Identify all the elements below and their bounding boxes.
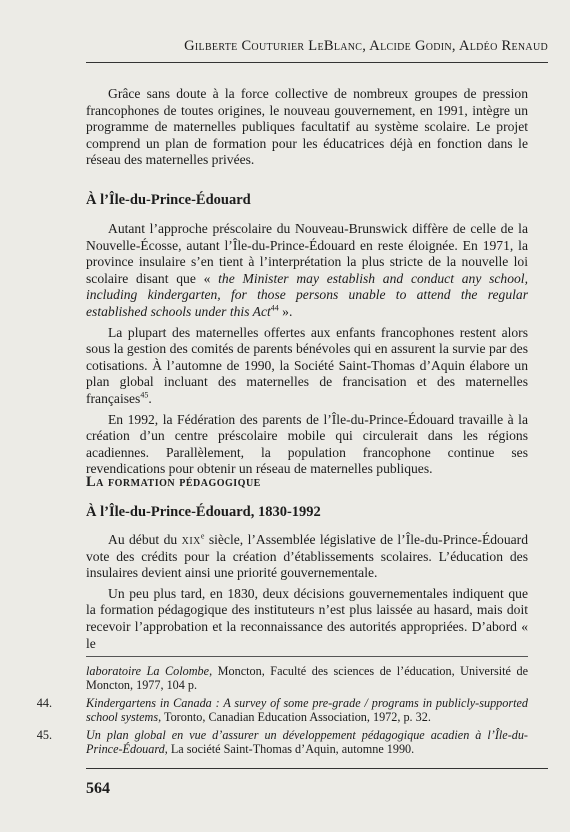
century-numeral: xix — [181, 532, 201, 547]
subsection-title: À l’Île-du-Prince-Édouard, 1830-1992 — [86, 504, 321, 520]
intro-block — [86, 86, 528, 173]
century-suffix: e — [200, 531, 205, 541]
s2p1-rest: siècle, l’Assemblée législative de l’Île-du-Prince-Édouard vote des crédits pour la création d’établissements scolaires. L’éducation des insulaires devient ainsi une priorité gouvernementale. — [86, 532, 528, 581]
section2-paragraph-2: Un peu plus tard, en 1830, deux décisions gouvernementales indiquent que la formation pédagogique des instituteurs n’est plus laissée au hasard, mais doit recevoir l’approbation et la reconnaissance des autorités appropriées. D’abord « le — [86, 585, 528, 651]
fn-cont-text: , Moncton, Faculté des sciences de l’éducation, Université de Moncton, 1977, 104 p. — [86, 664, 529, 692]
footnote-ref-45[interactable]: 45 — [140, 390, 149, 400]
footnote-rule — [86, 656, 528, 657]
header-rule — [86, 62, 548, 63]
p2-text: La plupart des maternelles offertes aux enfants francophones restent alors sous la gestion des comités de parents bénévoles qui en assurent la survie par des cotisations. À l’automne de 1990, la Société Saint-Thomas d’Aquin élabore un plan global incluant des maternelles de francisation et des maternelles françaises — [86, 324, 528, 406]
s2p1-start: Au début du — [108, 532, 182, 547]
footnote-ref-44[interactable]: 44 — [270, 303, 279, 313]
page-number: 564 — [86, 780, 110, 797]
fn44-text: , Toronto, Canadian Education Association, 1972, p. 32. — [158, 710, 431, 724]
footnote-continuation — [86, 664, 528, 692]
fn45-number: 45. — [36, 728, 52, 742]
section2-paragraph-1 — [86, 532, 528, 582]
fn45-text: , La société Saint-Thomas d’Aquin, automne 1990. — [164, 742, 415, 756]
fn45-title: Un plan global en vue d’assurer un développement pédagogique acadien à l’Île-du-Prince-Édouard — [86, 728, 528, 756]
running-header: Gilberte Couturier LeBlanc, Alcide Godin, Aldéo Renaud — [184, 38, 548, 54]
section1-body — [86, 221, 528, 482]
p1-text: Autant l’approche préscolaire du Nouveau-Brunswick diffère de celle de la Nouvelle-Écosse, autant l’Île-du-Prince-Édouard en reste éloignée. En 1971, la province insulaire s’en tient à l’interprétation la plus stricte de la nouvelle loi scolaire disant que « — [86, 221, 528, 286]
fn-cont-title: laboratoire La Colombe — [86, 664, 210, 678]
section-title-formation: La formation pédagogique — [86, 474, 261, 490]
section-title-ipe: À l’Île-du-Prince-Édouard — [86, 192, 251, 208]
section1-paragraph-3: En 1992, la Fédération des parents de l’Île-du-Prince-Édouard travaille à la création d’un centre préscolaire mobile qui circulerait dans les régions acadiennes. Parallèlement, la population francophone continue ses revendications pour obtenir un réseau de maternelles publiques. — [86, 411, 528, 477]
bottom-rule — [86, 768, 548, 769]
intro-paragraph: Grâce sans doute à la force collective de nombreux groupes de pression francophones de toutes origines, le nouveau gouvernement, en 1991, intègre un programme de maternelles publiques facultatif au système scolaire. Le projet comprend un plan de formation pour les éducatrices déjà en fonction dans le réseau des maternelles privées. — [86, 86, 528, 168]
footnote-44 — [36, 696, 528, 724]
section1-paragraph-1 — [86, 221, 528, 321]
fn44-title: Kindergartens in Canada : A survey of some pre-grade / programs in publicly-supported school systems — [86, 696, 528, 724]
section2-body — [86, 532, 528, 656]
p1-end: ». — [278, 303, 293, 319]
fn44-number: 44. — [36, 696, 52, 710]
p2-end: . — [148, 390, 152, 406]
section1-paragraph-2 — [86, 325, 528, 408]
p1-quote: the Minister may establish and conduct any school, including kindergarten, for those persons unable to attend the regular established schools under this Act — [86, 270, 528, 319]
footnote-45 — [36, 728, 528, 756]
footnotes — [36, 664, 529, 760]
